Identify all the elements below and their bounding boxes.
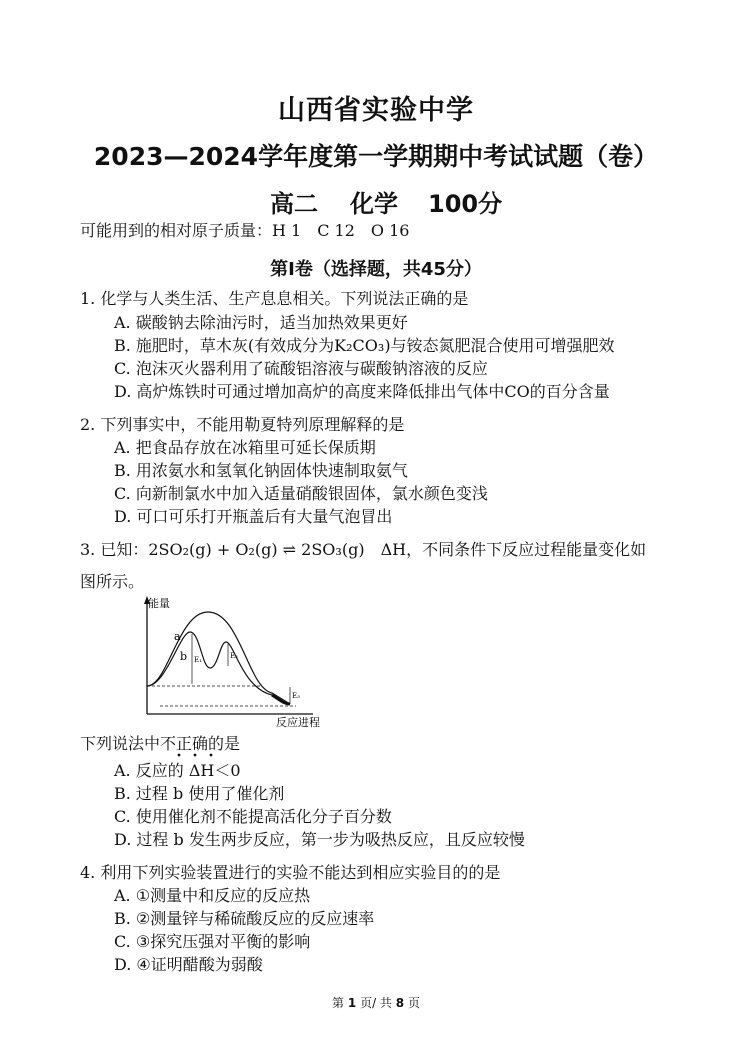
option-b: B. 过程 b 使用了催化剂 bbox=[114, 784, 285, 803]
question-stem-continued: 图所示。 bbox=[80, 572, 145, 591]
option-a: A. 反应的 ΔH＜0 bbox=[114, 761, 241, 780]
footer-post: 页 bbox=[407, 996, 420, 1010]
x-axis-label: 反应进程 bbox=[276, 716, 320, 729]
energy-diagram bbox=[130, 592, 340, 732]
question-lead: 下列说法中不正确的是 bbox=[80, 734, 241, 753]
atomic-masses: 可能用到的相对原子质量：H 1 C 12 O 16 bbox=[80, 221, 410, 240]
page-footer bbox=[0, 994, 752, 1011]
e2-label: E₂ bbox=[230, 652, 238, 660]
option-c: C. 泡沫灭火器利用了硫酸铝溶液与碳酸钠溶液的反应 bbox=[114, 359, 488, 378]
total-pages: 8 bbox=[395, 996, 405, 1010]
option-b: B. 施肥时，草木灰(有效成分为K₂CO₃)与铵态氮肥混合使用可增强肥效 bbox=[114, 336, 615, 355]
curve-a bbox=[147, 612, 290, 704]
exam-score: 100分 bbox=[428, 190, 503, 218]
curve-b bbox=[147, 632, 286, 704]
option-d: D. 过程 b 发生两步反应，第一步为吸热反应，且反应较慢 bbox=[114, 830, 525, 849]
question-stem: 1. 化学与人类生活、生产息息相关。下列说法正确的是 bbox=[80, 289, 469, 308]
option-d: D. 高炉炼铁时可通过增加高炉的高度来降低排出气体中CO的百分含量 bbox=[114, 382, 610, 401]
curve-b-label: b bbox=[180, 650, 188, 663]
section-title: 第Ⅰ卷（选择题，共45分） bbox=[270, 259, 482, 280]
curve-a-label: a bbox=[174, 630, 181, 643]
e3-label: E₃ bbox=[292, 692, 300, 700]
option-a: A. 把食品存放在冰箱里可延长保质期 bbox=[114, 438, 376, 457]
option-c: C. 使用催化剂不能提高活化分子百分数 bbox=[114, 807, 392, 826]
question-stem: 2. 下列事实中，不能用勒夏特列原理解释的是 bbox=[80, 415, 405, 434]
option-c: C. 向新制氯水中加入适量硝酸银固体，氯水颜色变浅 bbox=[114, 484, 488, 503]
exam-title: 2023—2024学年度第一学期期中考试试题（卷） bbox=[93, 142, 659, 171]
y-axis-label: 能量 bbox=[148, 597, 170, 610]
e1-label: E₁ bbox=[194, 656, 202, 664]
option-d: D. 可口可乐打开瓶盖后有大量气泡冒出 bbox=[114, 507, 393, 526]
question-stem: 4. 利用下列实验装置进行的实验不能达到相应实验目的的是 bbox=[80, 863, 501, 882]
footer-pre: 第 bbox=[332, 996, 345, 1010]
exam-subject: 化学 bbox=[350, 190, 398, 218]
page-number: 1 bbox=[347, 996, 357, 1010]
school-name: 山西省实验中学 bbox=[278, 95, 474, 126]
product-level bbox=[272, 695, 290, 704]
option-a: A. ①测量中和反应的反应热 bbox=[114, 886, 311, 905]
question-stem: 3. 已知：2SO₂(g) + O₂(g) ⇌ 2SO₃(g) ΔH，不同条件下反应过程能量变化如 bbox=[80, 540, 647, 559]
exam-grade: 高二 bbox=[270, 190, 318, 218]
footer-mid: 页/ 共 bbox=[360, 996, 392, 1010]
option-b: B. 用浓氨水和氢氧化钠固体快速制取氨气 bbox=[114, 461, 408, 480]
option-d: D. ④证明醋酸为弱酸 bbox=[114, 955, 263, 974]
option-b: B. ②测量锌与稀硫酸反应的反应速率 bbox=[114, 909, 375, 928]
emphasis-dots bbox=[176, 752, 236, 758]
option-a: A. 碳酸钠去除油污时，适当加热效果更好 bbox=[114, 313, 408, 332]
option-c: C. ③探究压强对平衡的影响 bbox=[114, 932, 311, 951]
